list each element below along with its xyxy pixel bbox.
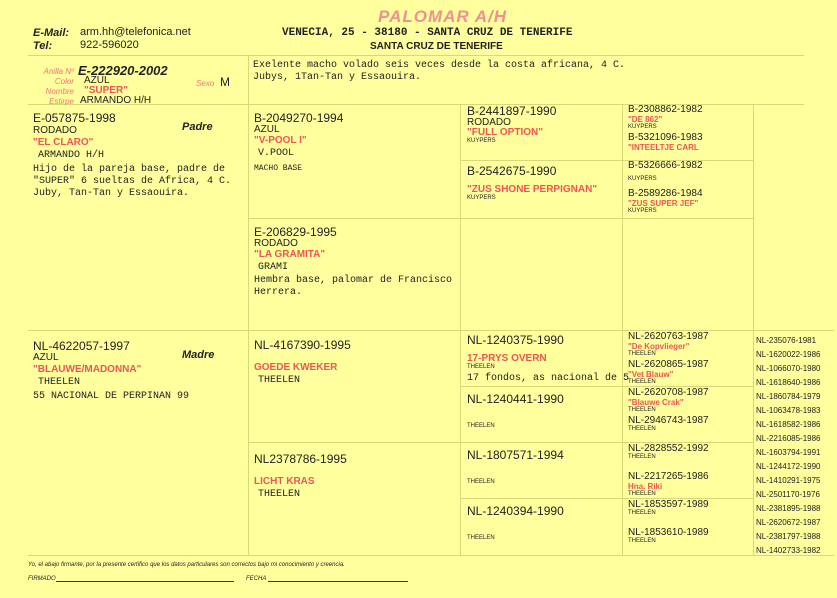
padre-name: "EL CLARO"	[33, 137, 94, 148]
divider	[753, 104, 754, 555]
padre-label: Padre	[182, 121, 213, 133]
tel-label: Tel:	[33, 40, 53, 52]
gggp-entry: NL-2828552-1992 THEELEN	[628, 443, 709, 460]
gggp-entry: B-2308862-1982 "DE 862" KUYPERS	[628, 104, 703, 130]
madre-strain: THEELEN	[38, 377, 81, 388]
gp-mm-ring: NL2378786-1995	[254, 452, 347, 466]
ggggp-list: NL-235076-1981 NL-1620022-1986 NL-1066070-1980 NL-1618640-1986 NL-1860784-1979 NL-1063478-1983 NL-1618582-1986 NL-2216085-1986 NL-1603794-1991 NL-1244172-1990 NL-1410291-1975 NL-2501170-1976 NL-2381895-1988 NL-2620672-1987 NL-2381797-1988 NL-1402733-1982	[756, 336, 821, 555]
gp-pp-name: "V-POOL I"	[254, 135, 307, 146]
madre-note: 55 NACIONAL DE PERPINAN 99	[33, 391, 190, 402]
gp-pm-name: "LA GRAMITA"	[254, 249, 326, 260]
address: VENECIA, 25 - 38180 - SANTA CRUZ DE TENERIFE	[282, 27, 573, 39]
tel: 922-596020	[80, 39, 139, 51]
ggp-mmm-ring: NL-1240394-1990	[467, 504, 564, 518]
ggp-mpm-strain: THEELEN	[467, 423, 495, 429]
email-label: E-Mail:	[33, 27, 70, 39]
ggp-ppp-color: RODADO	[467, 117, 511, 128]
divider	[622, 104, 623, 555]
padre-note: Hijo de la pareja base, padre de "SUPER" 6 sueltas de Africa, 4 C. Juby, Tan-Tan y Essaouira.	[33, 164, 232, 199]
gggp-entry: NL-2620763-1987 "De Kopvlieger" THEELEN	[628, 331, 709, 357]
gggp-entry: NL-2620865-1987 "Vet Blauw" THEELEN	[628, 359, 709, 385]
madre-color: AZUL	[33, 352, 59, 363]
gp-pm-note: Hembra base, palomar de Francisco Herrera.	[254, 275, 453, 298]
madre-label: Madre	[182, 349, 215, 361]
padre-ring: E-057875-1998	[33, 111, 116, 125]
divider	[248, 55, 249, 104]
nombre-label: Nombre	[45, 87, 74, 96]
subject-sex: M	[220, 75, 230, 89]
ggp-mmp-ring: NL-1807571-1994	[467, 448, 564, 462]
gggp-entry: NL-1853610-1989 THEELEN	[628, 527, 709, 544]
subject-name: "SUPER"	[84, 85, 128, 96]
estirpe-label: Estirpe	[49, 97, 74, 106]
gp-pm-ring: E-206829-1995	[254, 225, 337, 239]
subject-ring: E-222920-2002	[78, 63, 168, 78]
gggp-entry: B-5321096-1983 "INTEELTJE CARL	[628, 132, 703, 152]
ggp-ppp-strain: KUYPERS	[467, 138, 496, 144]
signature-line	[56, 581, 234, 582]
city: SANTA CRUZ DE TENERIFE	[370, 41, 503, 52]
ggp-mmm-strain: THEELEN	[467, 535, 495, 541]
certification-text: Yo, el abajo firmante, por la presente certifico que los datos particulares son correctos bajo mi conocimiento y creencia.	[28, 562, 345, 568]
ggp-mpm-ring: NL-1240441-1990	[467, 392, 564, 406]
ggp-mpp-ring: NL-1240375-1990	[467, 333, 564, 347]
subject-color: AZUL	[84, 75, 110, 86]
subject-strain: ARMANDO H/H	[80, 95, 152, 106]
padre-strain: ARMANDO H/H	[38, 150, 105, 161]
ggp-mmp-strain: THEELEN	[467, 479, 495, 485]
gp-pp-ring: B-2049270-1994	[254, 111, 344, 125]
gggp-entry: B-2589286-1984 "ZUS SUPER JEF" KUYPERS	[628, 188, 703, 214]
gp-mm-strain: THEELEN	[258, 489, 301, 500]
gp-pm-strain: GRAMI	[258, 262, 289, 273]
gggp-entry: NL-2620708-1987 "Blauwe Crak" THEELEN	[628, 387, 709, 413]
padre-color: RODADO	[33, 125, 77, 136]
gp-pp-color: AZUL	[254, 124, 280, 135]
gp-mp-name: GOEDE KWEKER	[254, 362, 338, 373]
divider	[28, 555, 834, 556]
page-title: PALOMAR A/H	[378, 7, 508, 26]
gp-pp-strain: V.POOL	[258, 148, 295, 159]
divider	[460, 104, 461, 555]
gp-mm-name: LICHT KRAS	[254, 476, 315, 487]
color-label: Color	[54, 77, 74, 86]
ggp-ppm-ring: B-2542675-1990	[467, 164, 557, 178]
divider	[28, 55, 804, 56]
gggp-entry: NL-2217265-1986 Hna. Riki THEELEN	[628, 471, 709, 497]
subject-note: Exelente macho volado seis veces desde la costa africana, 4 C. Jubys, 1Tan-Tan y Essaouira.	[253, 60, 626, 83]
gp-pp-note: MACHO BASE	[254, 164, 303, 173]
gp-mp-strain: THEELEN	[258, 375, 301, 386]
sexo-label: Sexo	[196, 79, 215, 88]
fecha-label: FECHA	[246, 576, 267, 582]
gggp-entry: B-5326666-1982 KUYPERS	[628, 160, 703, 182]
gggp-entry: NL-1853597-1989 THEELEN	[628, 499, 709, 516]
ggp-mpp-strain: THEELEN	[467, 364, 495, 370]
gggp-entry: NL-2946743-1987 THEELEN	[628, 415, 709, 432]
ggp-mpp-note: 17 fondos, as nacional de 5	[467, 373, 630, 384]
email: arm.hh@telefonica.net	[80, 26, 191, 38]
ggp-ppp-ring: B-2441897-1990	[467, 104, 557, 118]
madre-name: "BLAUWE/MADONNA"	[33, 364, 142, 375]
divider	[248, 104, 249, 555]
madre-ring: NL-4622057-1997	[33, 339, 130, 353]
gp-pm-color: RODADO	[254, 238, 298, 249]
ggp-ppm-strain: KUYPERS	[467, 195, 496, 201]
ggp-ppm-name: "ZUS SHONE PERPIGNAN"	[467, 184, 598, 195]
gp-mp-ring: NL-4167390-1995	[254, 338, 351, 352]
ggp-ppp-name: "FULL OPTION"	[467, 127, 543, 138]
ggp-mpp-name: 17-PRYS OVERN	[467, 353, 547, 364]
divider	[248, 218, 753, 219]
anilla-label: Anilla Nº	[43, 67, 74, 76]
firmado-label: FIRMADO	[28, 576, 56, 582]
date-line	[268, 581, 408, 582]
